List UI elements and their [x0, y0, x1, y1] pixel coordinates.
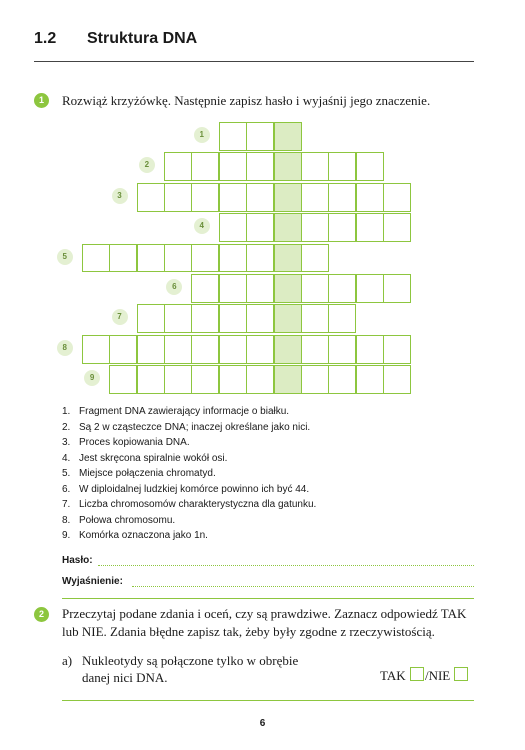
crossword-cell[interactable]: [191, 274, 219, 303]
crossword-cell[interactable]: [137, 244, 165, 273]
yes-checkbox[interactable]: [410, 667, 424, 681]
crossword-cell[interactable]: [246, 244, 274, 273]
crossword-cell[interactable]: [137, 335, 165, 364]
crossword-cell[interactable]: [219, 213, 247, 242]
clue-text: Proces kopiowania DNA.: [79, 437, 190, 448]
crossword-cell[interactable]: [137, 304, 165, 333]
crossword-cell[interactable]: [137, 183, 165, 212]
crossword-key-cell[interactable]: [274, 122, 302, 151]
task-separator-rule: [62, 598, 474, 599]
crossword-cell[interactable]: [82, 335, 110, 364]
crossword-key-cell[interactable]: [274, 183, 302, 212]
crossword-cell[interactable]: [191, 244, 219, 273]
crossword-key-cell[interactable]: [274, 274, 302, 303]
crossword-cell[interactable]: [356, 335, 384, 364]
crossword-row-number: 7: [112, 309, 128, 325]
crossword-cell[interactable]: [191, 335, 219, 364]
clue-item: [62, 435, 316, 451]
clue-number: 7.: [62, 499, 71, 510]
clue-item: [62, 528, 316, 544]
crossword-cell[interactable]: [164, 183, 192, 212]
clue-number: 5.: [62, 468, 71, 479]
clue-number: 8.: [62, 514, 71, 526]
crossword-cell[interactable]: [246, 365, 274, 394]
crossword-row-number: 1: [194, 127, 210, 143]
clue-item: [62, 513, 316, 529]
crossword-cell[interactable]: [137, 365, 165, 394]
crossword-cell[interactable]: [383, 183, 411, 212]
crossword-cell[interactable]: [328, 335, 356, 364]
crossword-cell[interactable]: [356, 152, 384, 181]
clue-item: [62, 466, 316, 482]
crossword-cell[interactable]: [383, 274, 411, 303]
crossword-cell[interactable]: [246, 122, 274, 151]
crossword-cell[interactable]: [219, 122, 247, 151]
clue-text: Połowa chromosomu.: [79, 514, 176, 526]
crossword-row-number: 8: [57, 340, 73, 356]
crossword-cell[interactable]: [164, 335, 192, 364]
clue-number: 2.: [62, 421, 71, 433]
no-label: NIE: [428, 668, 451, 683]
task-1-badge: 1: [34, 93, 49, 108]
clue-item: [62, 482, 316, 498]
crossword-cell[interactable]: [164, 152, 192, 181]
task-2-badge: 2: [34, 607, 49, 622]
clue-text: W diploidalnej ludzkiej komórce powinno ich być 44.: [79, 483, 310, 495]
explanation-answer-line[interactable]: [132, 586, 474, 587]
crossword-cell[interactable]: [301, 152, 329, 181]
crossword-key-cell[interactable]: [274, 213, 302, 242]
clue-text: Są 2 w cząsteczce DNA; inaczej określane jako nici.: [79, 421, 311, 433]
clue-number: 9.: [62, 530, 71, 541]
crossword-cell[interactable]: [246, 335, 274, 364]
task-2-instruction-line-2: lub NIE. Zdania błędne zapisz tak, żeby były zgodne z rzeczywistością.: [62, 624, 435, 639]
crossword-cell[interactable]: [82, 244, 110, 273]
crossword-cell[interactable]: [328, 304, 356, 333]
crossword-cell[interactable]: [301, 244, 329, 273]
clue-text: Liczba chromosomów charakterystyczna dla gatunku.: [79, 499, 317, 510]
clue-item: [62, 420, 316, 436]
crossword-cell[interactable]: [301, 274, 329, 303]
section-title: Struktura DNA: [87, 30, 198, 47]
crossword-cell[interactable]: [246, 213, 274, 242]
crossword-cell[interactable]: [301, 365, 329, 394]
crossword-cell[interactable]: [191, 183, 219, 212]
crossword-key-cell[interactable]: [274, 152, 302, 181]
crossword-cell[interactable]: [356, 183, 384, 212]
crossword-row-number: 2: [139, 157, 155, 173]
item-a-answer-line[interactable]: [62, 700, 474, 701]
section-number: 1.2: [34, 30, 57, 47]
password-answer-line[interactable]: [98, 565, 474, 566]
crossword-cell[interactable]: [246, 183, 274, 212]
crossword-cell[interactable]: [356, 213, 384, 242]
crossword-cell[interactable]: [219, 365, 247, 394]
crossword-cell[interactable]: [164, 304, 192, 333]
clue-number: 3.: [62, 437, 71, 448]
crossword-cell[interactable]: [219, 335, 247, 364]
crossword-cell[interactable]: [301, 183, 329, 212]
crossword-key-cell[interactable]: [274, 335, 302, 364]
crossword-cell[interactable]: [219, 244, 247, 273]
password-label: Hasło:: [62, 555, 93, 566]
item-a-marker: a): [62, 653, 73, 668]
crossword-cell[interactable]: [328, 152, 356, 181]
crossword-cell[interactable]: [356, 274, 384, 303]
item-a-answer: [380, 666, 469, 685]
crossword-cell[interactable]: [301, 335, 329, 364]
yes-label: TAK: [380, 668, 406, 683]
crossword-key-cell[interactable]: [274, 304, 302, 333]
crossword-cell[interactable]: [383, 213, 411, 242]
crossword-cell[interactable]: [109, 365, 137, 394]
clue-text: Fragment DNA zawierający informacje o białku.: [79, 406, 290, 417]
item-a-text-line-2: danej nici DNA.: [82, 670, 168, 685]
crossword-cell[interactable]: [191, 365, 219, 394]
crossword-row-number: 6: [166, 279, 182, 295]
crossword-row-number: 3: [112, 188, 128, 204]
no-checkbox[interactable]: [454, 667, 468, 681]
answer-separator: /: [424, 668, 429, 683]
clue-text: Jest skręcona spiralnie wokół osi.: [79, 452, 228, 464]
crossword-cell[interactable]: [246, 274, 274, 303]
clue-number: 4.: [62, 452, 71, 464]
crossword-cell[interactable]: [219, 152, 247, 181]
clue-number: 6.: [62, 483, 71, 495]
task-2-instruction-line-1: Przeczytaj podane zdania i oceń, czy są prawdziwe. Zaznacz odpowiedź TAK: [62, 606, 467, 621]
clue-item: [62, 404, 316, 420]
crossword-row-number: 4: [194, 218, 210, 234]
crossword-cell[interactable]: [109, 244, 137, 273]
explanation-label: Wyjaśnienie:: [62, 576, 123, 587]
item-a-text-line-1: Nukleotydy są połączone tylko w obrębie: [82, 653, 299, 668]
task-1-instruction: Rozwiąż krzyżówkę. Następnie zapisz hasło i wyjaśnij jego znaczenie.: [62, 93, 431, 108]
crossword-cell[interactable]: [191, 304, 219, 333]
crossword-cell[interactable]: [109, 335, 137, 364]
clue-text: Komórka oznaczona jako 1n.: [79, 530, 208, 541]
crossword-cell[interactable]: [383, 365, 411, 394]
crossword-row-number: 5: [57, 249, 73, 265]
crossword-row-number: 9: [84, 370, 100, 386]
clue-item: [62, 451, 316, 467]
crossword-key-cell[interactable]: [274, 365, 302, 394]
page-number: 6: [259, 718, 266, 729]
crossword-cell[interactable]: [246, 152, 274, 181]
clue-item: [62, 497, 316, 513]
crossword-cell[interactable]: [356, 365, 384, 394]
crossword-cell[interactable]: [301, 304, 329, 333]
crossword-cell[interactable]: [328, 274, 356, 303]
crossword-cell[interactable]: [328, 365, 356, 394]
clue-text: Miejsce połączenia chromatyd.: [79, 468, 216, 479]
crossword-cell[interactable]: [301, 213, 329, 242]
crossword-cell[interactable]: [219, 274, 247, 303]
clue-number: 1.: [62, 406, 71, 417]
crossword-cell[interactable]: [219, 183, 247, 212]
crossword-cell[interactable]: [328, 183, 356, 212]
crossword-cell[interactable]: [219, 304, 247, 333]
clue-list: [62, 404, 316, 544]
crossword-cell[interactable]: [246, 304, 274, 333]
crossword-cell[interactable]: [164, 244, 192, 273]
crossword-cell[interactable]: [164, 365, 192, 394]
crossword-cell[interactable]: [191, 152, 219, 181]
crossword-key-cell[interactable]: [274, 244, 302, 273]
crossword-cell[interactable]: [383, 335, 411, 364]
crossword-cell[interactable]: [328, 213, 356, 242]
